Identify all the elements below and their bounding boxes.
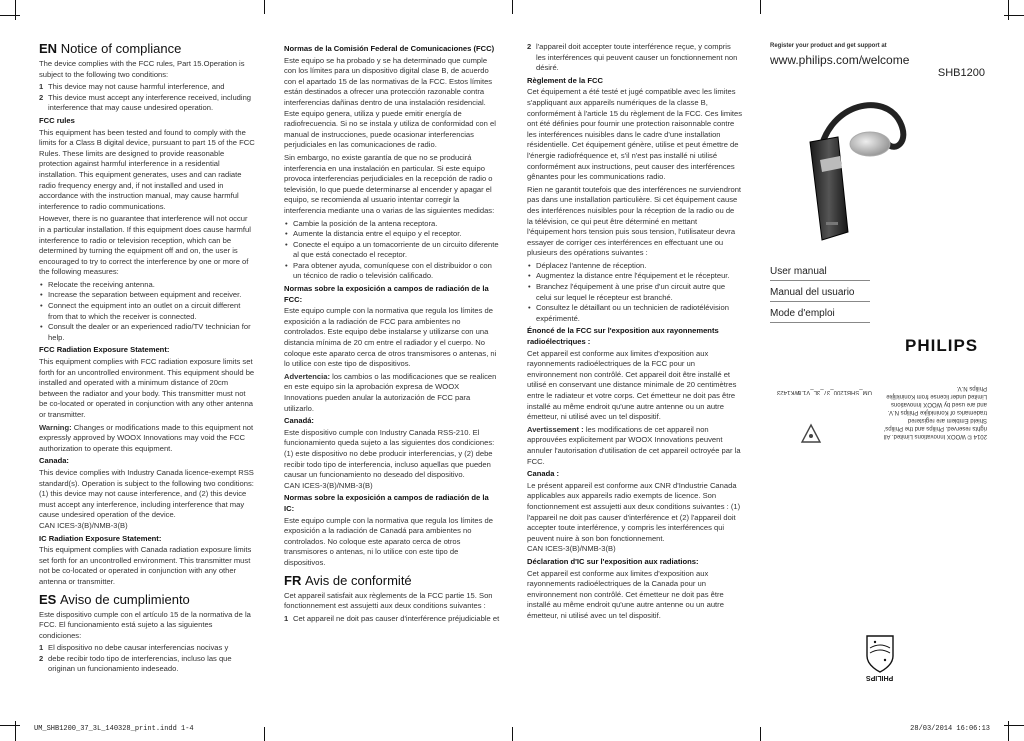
list-item: • Branchez l'équipement à une prise d'un circuit autre que celui sur lequel le récepteur est branché. — [527, 282, 742, 303]
crop-mark — [15, 0, 16, 20]
fr-conditions — [284, 614, 500, 625]
fr-intro: Cet appareil satisfait aux règlements de la FCC partie 15. Son fonctionnement est assujetti aux deux conditions suivantes : — [284, 590, 493, 611]
es-canada-text: Este dispositivo cumple con Industry Canada RSS-210. El funcionamiento queda sujeto a las siguientes dos condiciones: (1) este dispositivo no debe producir interferencias, y (2) debe recibir todo tipo de interferencia, incluso aquellas que pueden causar un funcionamiento no deseado del dispositivo. — [284, 427, 495, 480]
list-item: • Augmentez la distance entre l'équipement et le récepteur. — [527, 271, 742, 282]
fold-mark — [512, 727, 513, 741]
fr-canada-code: CAN ICES-3(B)/NMB-3(B) — [527, 544, 616, 554]
crop-mark — [1004, 15, 1024, 16]
fr-fcc-heading: Règlement de la FCC — [527, 75, 603, 85]
philips-shield-icon — [865, 632, 895, 674]
list-item: 2 debe recibir todo tipo de interferencias, incluso las que originan un funcionamiento indeseado. — [39, 653, 232, 674]
list-item: • Déplacez l'antenne de réception. — [527, 261, 742, 272]
en-warning: Warning: Changes or modifications made to this equipment not expressly approved by WOOX Innovations may void the FCC authorization to operate this equipment. — [39, 422, 254, 453]
list-item: • Aumente la distancia entre el equipo y el receptor. — [284, 229, 500, 240]
list-item: 1 This device may not cause harmful interference, and — [39, 82, 225, 92]
column-2 — [284, 42, 500, 626]
fr-ic-text: Cet appareil est conforme aux limites d'exposition aux rayonnements radioélectriques de la Canada pour un environnement non contrôlé. Cet émetteur ne doit pas être installé au même endroit qu'une autre antenne ou un autre émetteur, ni utilisé avec un tel dispositif. — [527, 568, 724, 620]
es-intro: Este dispositivo cumple con el artículo 15 de la normativa de la FCC. El funcionamiento está sujeto a las siguientes condiciones: — [39, 609, 251, 640]
manual-title-es: Manual del usuario — [770, 287, 870, 302]
es-canada-code: CAN ICES-3(B)/NMB-3(B) — [284, 480, 373, 490]
es-conditions — [39, 643, 255, 675]
fold-mark — [760, 727, 761, 741]
en-canada-code: CAN ICES-3(B)/NMB-3(B) — [39, 520, 128, 530]
fr-fcc-p2: Rien ne garantit toutefois que des interférences ne surviendront pas dans une installation particulière. Si cet équipement cause des interférences nuisibles pour la réception de la radio ou de la télévision, ce qui peut être déterminé en mettant l'équipement hors tension puis sous tension, l'utilisateur devra essayer de corriger ces interférences en effectuant une ou plusieurs des opérations suivantes : — [527, 184, 742, 258]
list-item: 2 l'appareil doit accepter toute interférence reçue, y compris les interférences qui peuvent causer un fonctionnement non désiré. — [527, 42, 738, 73]
en-ic-heading: IC Radiation Exposure Statement: — [39, 533, 162, 543]
en-ic-text: This equipment complies with Canada radiation exposure limits set forth for an uncontrolled environment. This transmitter must not be co-located or operated in conjunction with any other antenna or transmitter. — [39, 545, 252, 586]
manual-title-en: User manual — [770, 266, 870, 281]
fold-mark — [264, 727, 265, 741]
crop-mark — [1004, 725, 1024, 726]
fr-canada-heading: Canada : — [527, 469, 560, 479]
en-fcc-rules-p1: This equipment has been tested and found to comply with the limits for a Class B digital device, pursuant to part 15 of the FCC Rules. These limits are designed to provide reasonable protection against harmful interference in a residential installation. This equipment generates, uses and can radiate radio frequency energy and, if not installed and used in accordance with the instruction manual, may cause harmful interference to radio communications. — [39, 127, 255, 211]
en-fcc-rules-heading: FCC rules — [39, 115, 75, 125]
es-canada-heading: Canadá: — [284, 416, 314, 426]
fr-rf-heading: Énoncé de la FCC sur l'exposition aux rayonnements radioélectriques : — [527, 326, 719, 347]
es-warning: Advertencia: los cambios o las modificaciones que se realicen en este equipo sin la aprobación expresa de WOOX Innovations pueden anular la autorización de FCC para utilizarlo. — [284, 371, 497, 413]
crop-mark — [1008, 721, 1009, 741]
footer-file-info: UM_SHB1200_37_3L_140328_print.indd 1-4 — [34, 725, 194, 733]
en-canada-text: This device complies with Industry Canada licence-exempt RSS standard(s). Operation is subject to the following two conditions: (1) this device may not cause interference, and (2) this device must accept any interference, including interference that may cause undesired operation of the device. — [39, 467, 254, 520]
en-conditions — [39, 82, 255, 114]
doc-code2-rotated: WK1423 — [776, 389, 800, 395]
manual-title-fr: Mode d'emploi — [770, 308, 870, 323]
fold-mark — [512, 0, 513, 14]
es-rf-heading: Normas sobre la exposición a campos de radiación de la FCC: — [284, 284, 489, 304]
list-item: • Increase the separation between equipment and receiver. — [39, 290, 255, 301]
list-item: • Cambie la posición de la antena receptora. — [284, 219, 500, 230]
es-fcc-heading: Normas de la Comisión Federal de Comunicaciones (FCC) — [284, 44, 495, 53]
fr-warning: Avertissement : les modifications de cet appareil non approuvées explicitement par WOOX Innovations peuvent annuler l'autorisation d'utilisation de cet appareil octroyée par la FCC. — [527, 424, 741, 466]
list-item: • Relocate the receiving antenna. — [39, 280, 255, 291]
list-item: • Para obtener ayuda, comuníquese con el distribuidor o con un técnico de radio o televisión calificado. — [284, 261, 500, 282]
philips-small-logo: PHILIPS — [866, 674, 894, 681]
list-item: 2 This device must accept any interference received, including interference that may cause undesired operation. — [39, 92, 252, 113]
fr-title: FR Avis de conformité — [284, 572, 412, 588]
fr-conditions-cont — [527, 42, 742, 74]
es-fcc-p1: Este equipo se ha probado y se ha determinado que cumple con los límites para un dispositivo digital clase B, de acuerdo con el apartado 15 de las normativas de la FCC. Estos límites están destinados a ofrecer una protección razonable contra interferencias dañinas dentro de una instalación residencial. Este equipo genera, utiliza y puede emitir energía de radiofrecuencia. Si no se instala y utiliza de conformidad con el manual de instrucciones, puede ocasionar interferencias perjudiciales en las comunicaciones de radio. — [284, 55, 496, 150]
philips-logo: PHILIPS — [905, 336, 979, 355]
list-item: 1 Cet appareil ne doit pas causer d'interférence préjudiciable et — [284, 613, 500, 623]
crop-mark — [0, 15, 20, 16]
support-link[interactable]: www.philips.com/welcome — [770, 53, 910, 67]
list-item: • Consult the dealer or an experienced radio/TV technician for help. — [39, 322, 255, 343]
crop-mark — [15, 721, 16, 741]
headset-icon — [790, 82, 920, 252]
en-canada-heading: Canada: — [39, 456, 69, 466]
fold-mark — [760, 0, 761, 14]
en-measures — [39, 280, 255, 344]
list-item: • Conecte el equipo a un tomacorriente de un circuito diferente al que está conectado el receptor. — [284, 240, 500, 261]
recycle-icon — [800, 423, 822, 445]
es-ic-text: Este equipo cumple con la normativa que regula los límites de exposición a la radiación de Canadá para ambientes no controlados. No coloque este aparato cerca de otros transmisores o antenas, ni lo utilice con este tipo de dispositivos. — [284, 515, 493, 567]
en-title: EN Notice of compliance — [39, 41, 182, 56]
list-item: • Connect the equipment into an outlet on a circuit different from that to which the receiver is connected. — [39, 301, 255, 322]
es-measures — [284, 219, 500, 283]
fr-canada-text: Le présent appareil est conforme aux CNR d'Industrie Canada applicables aux appareils radio exempts de licence. Son fonctionnement est assujetti aux deux conditions suivantes : (1) l'appareil ne doit pas causer d'interférence et (2) l'appareil doit accepter toute interférence, y compris les interférences qui peuvent nuire à son bon fonctionnement. — [527, 480, 741, 543]
fr-ic-heading: Déclaration d'IC sur l'exposition aux radiations: — [527, 556, 699, 566]
fr-rf-text: Cet appareil est conforme aux limites d'exposition aux rayonnements radioélectriques de la FCC pour un environnement non contrôlé. Cet appareil doit être installé et utilisé en conservant une distance minimale de 20 centimètres entre le radiateur et votre corps. Cet émetteur ne doit pas être installé au même endroit qu'une autre antenne ou un autre émetteur, ni utilisé avec un tel dispositif. — [527, 348, 737, 422]
es-title: ES Aviso de cumplimiento — [39, 591, 190, 607]
crop-mark — [1008, 0, 1009, 20]
list-item: 1 El dispositivo no debe causar interferencias nocivas y — [39, 643, 229, 653]
list-item: • Consultez le détaillant ou un technicien de radiotélévision expérimenté. — [527, 303, 742, 324]
model-number: SHB1200 — [937, 67, 985, 79]
column-3 — [527, 42, 742, 623]
es-ic-heading: Normas sobre la exposición a campos de radiación de la IC: — [284, 493, 489, 513]
en-rf-text: This equipment complies with FCC radiation exposure limits set forth for an uncontrolled environment. This equipment should be installed and operated with a minimum distance of 20cm between the radiator and your body. This transmitter must not be co-located or operated in conjunction with any other antenna or transmitter. — [39, 357, 255, 419]
crop-mark — [0, 725, 20, 726]
en-rf-heading: FCC Radiation Exposure Statement: — [39, 345, 170, 355]
fr-fcc-p1: Cet équipement a été testé et jugé compatible avec les limites s'appliquant aux appareils numériques de la classe B, conformément à l'article 15 du règlement de la FCC. Ces limites ont été définies pour fournir une protection raisonnable contre les interférences nuisibles dans le cadre d'une installation résidentielle. Cet équipement génère, utilise et peut émettre de l'énergie radiofréquence et, s'il n'est pas installé ni utilisé conformément aux instructions, peut causer des interférences gênantes pour les communications radio. — [527, 87, 743, 182]
cover-register-text: Register your product and get support at — [770, 43, 887, 49]
es-fcc-p2: Sin embargo, no existe garantía de que no se producirá interferencia en una instalación en particular. Si este equipo provoca interferencias perjudiciales en la recepción de radio o televisión, lo que puede determinarse al encender y apagar el equipo, se recomienda al usuario intentar corregir la interferencia mediante una o varias de las siguientes medidas: — [284, 152, 495, 215]
es-rf-text: Este equipo cumple con la normativa que regula los límites de exposición a la radiación de FCC para ambientes no controlados. Este equipo debe instalarse y utilizarse con una distancia mínima de 20 cm entre el radiador y el cuerpo. No coloque este aparato cerca de otros transmisores o antenas, ni lo utilice con este tipo de dispositivos. — [284, 306, 497, 369]
fold-mark — [264, 0, 265, 14]
copyright-rotated: 2014 © WOOX Innovations Limited. All rights reserved. Philips and the Philips' Shield Emblem are registered trademarks of Koninklijke Philips N.V. and are used by WOOX Innovations Limited under license from Koninklijke Philips N.V. — [883, 385, 987, 439]
fr-measures — [527, 261, 742, 325]
headset-product-image — [790, 82, 920, 252]
column-1 — [39, 41, 255, 677]
footer-timestamp: 28/03/2014 16:06:13 — [910, 725, 990, 733]
en-fcc-rules-p2: However, there is no guarantee that interference will not occur in a particular installation. If this equipment does cause harmful interference to radio or television reception, which can be determined by turning the equipment off and on, the user is encouraged to try to correct the interference by one or more of the following measures: — [39, 214, 251, 277]
en-intro: The device complies with the FCC rules, Part 15.Operation is subject to the following two conditions: — [39, 59, 245, 79]
doc-code-rotated: UM_SHB1200_37_3L_V1.0 — [797, 389, 872, 395]
